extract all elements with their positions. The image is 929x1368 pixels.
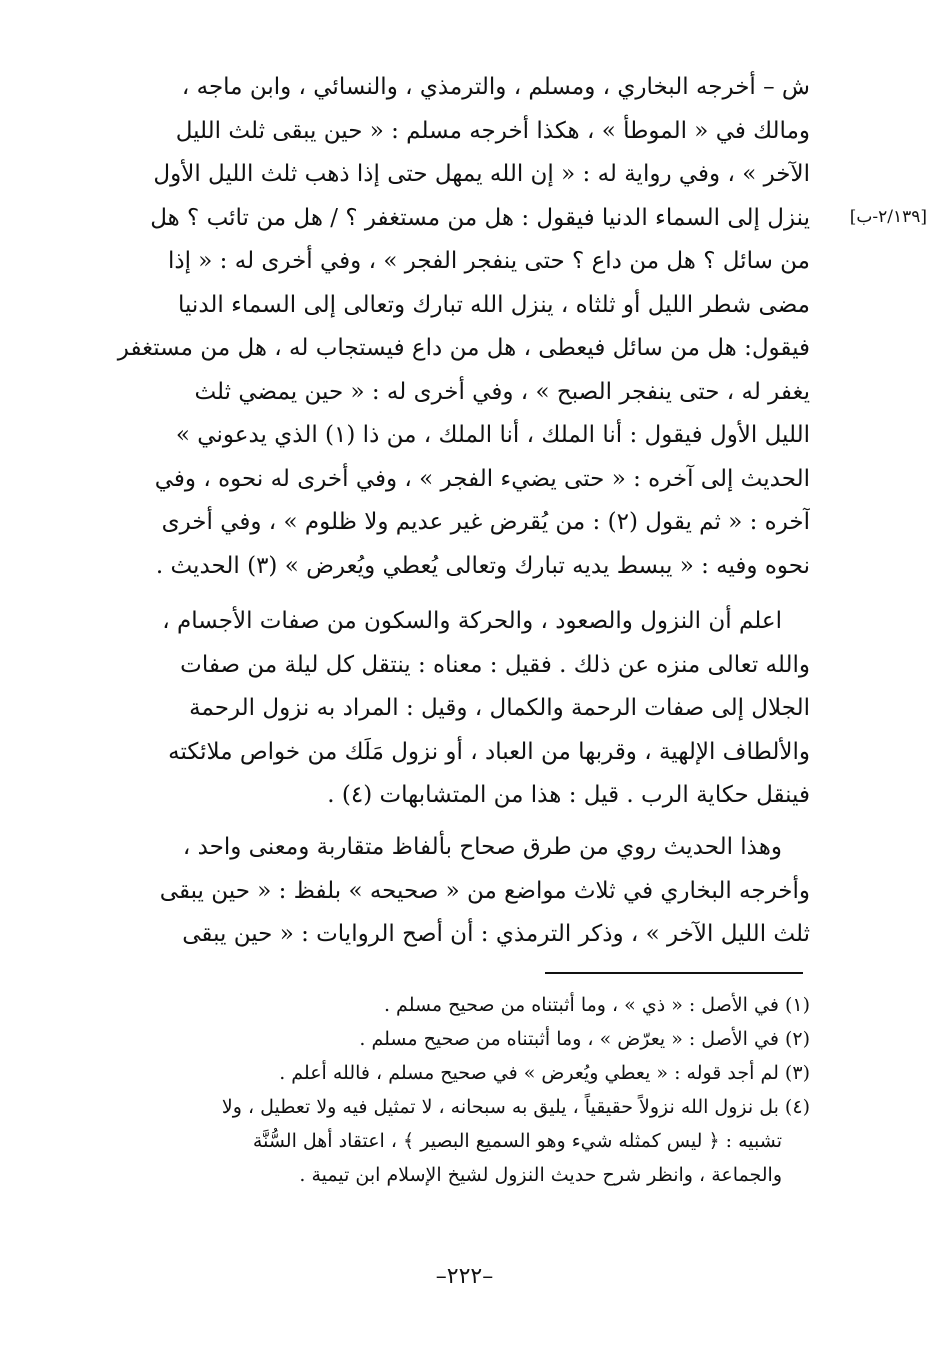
text-line: والله تعالى منزه عن ذلك . فقيل : معناه : ينتقل كل ليلة من صفات [180, 651, 810, 678]
paragraph-commentary [110, 600, 810, 818]
footnotes [110, 988, 810, 1192]
paragraph-hadith-sources [110, 66, 810, 588]
footnote-separator [545, 972, 803, 974]
text-line: الحديث إلى آخره : « حتى يضيء الفجر » ، وفي أخرى له نحوه ، وفي [154, 465, 810, 492]
text-line: ينزل إلى السماء الدنيا فيقول : هل من مستغفر ؟ / هل من تائب ؟ هل [150, 204, 810, 231]
text-line: آخره : « ثم يقول (٢) : من يُقرض غير عديم ولا ظلوم » ، وفي أخرى [161, 509, 810, 535]
text-line: الجلال إلى صفات الرحمة والكمال ، وقيل : المراد به نزول الرحمة [189, 695, 810, 721]
text-line: وهذا الحديث روي من طرق صحاح بألفاظ متقاربة ومعنى واحد ، [182, 834, 782, 860]
page-number: –٢٢٢– [435, 1264, 494, 1289]
text-line: وأخرجه البخاري في ثلاث مواضع من « صحيحه » بلفظ : « حين يبقى [159, 877, 810, 904]
text-line: اعلم أن النزول والصعود ، والحركة والسكون من صفات الأجسام ، [162, 608, 782, 634]
footnote-1: (١) في الأصل : « ذي » ، وما أثبتناه من صحيح مسلم . [383, 994, 810, 1016]
text-line: الليل الأول فيقول : أنا الملك ، أنا الملك ، من ذا (١) الذي يدعوني » [175, 422, 810, 448]
text-line: الآخر » ، وفي رواية له : « إن الله يمهل حتى إذا ذهب ثلث الليل الأول [153, 161, 810, 187]
text-line: ومالك في « الموطأ » ، هكذا أخرجه مسلم : « حين يبقى ثلث الليل [175, 117, 810, 144]
text-line: فيقول: هل من سائل فيعطى ، هل من داع فيستجاب له ، هل من مستغفر [117, 335, 810, 361]
margin-folio-note: [٢/١٣٩-ب] [849, 207, 927, 227]
footnote-4: (٤) بل نزول الله نزولاً حقيقياً ، يليق به سبحانه ، لا تمثيل فيه ولا تعطيل ، ولا [221, 1096, 810, 1118]
paragraph-narrations [110, 826, 810, 957]
footnote-3: (٣) لم أجد قوله : « يعطي ويُعرض » في صحيح مسلم ، فالله أعلم . [279, 1062, 810, 1084]
text-line: نحوه وفيه : « يبسط يديه تبارك وتعالى يُعطي ويُعرض » (٣) الحديث . [155, 552, 810, 579]
footnote-4-continued: والجماعة ، وانظر شرح حديث النزول لشيخ الإسلام ابن تيمية . [299, 1164, 782, 1186]
footnote-2: (٢) في الأصل : « يعرّض » ، وما أثبتناه من صحيح مسلم . [359, 1028, 810, 1050]
text-line: فينقل حكاية الرب . قيل : هذا من المتشابهات (٤) . [327, 782, 810, 808]
text-line: ثلث الليل الآخر » ، وذكر الترمذي : أن أصح الروايات : « حين يبقى [182, 921, 810, 947]
text-line: يغفر له ، حتى ينفجر الصبح » ، وفي أخرى له : « حين يمضي ثلث [194, 378, 810, 405]
text-line: ش – أخرجه البخاري ، ومسلم ، والترمذي ، والنسائي ، وابن ماجه ، [181, 74, 810, 100]
footnote-4-continued: تشبيه : ﴿ ليس كمثله شيء وهو السميع البصير ﴾ ، اعتقاد أهل السُّنَّة [252, 1130, 782, 1152]
text-line: مضى شطر الليل أو ثلثاه ، ينزل الله تبارك وتعالى إلى السماء الدنيا [177, 291, 810, 318]
text-line: من سائل ؟ هل من داع ؟ حتى ينفجر الفجر » ، وفي أخرى له : « إذا [167, 248, 810, 274]
text-line: والألطاف الإلهية ، وقربها من العباد ، أو نزول مَلَك من خواص ملائكته [168, 738, 810, 765]
